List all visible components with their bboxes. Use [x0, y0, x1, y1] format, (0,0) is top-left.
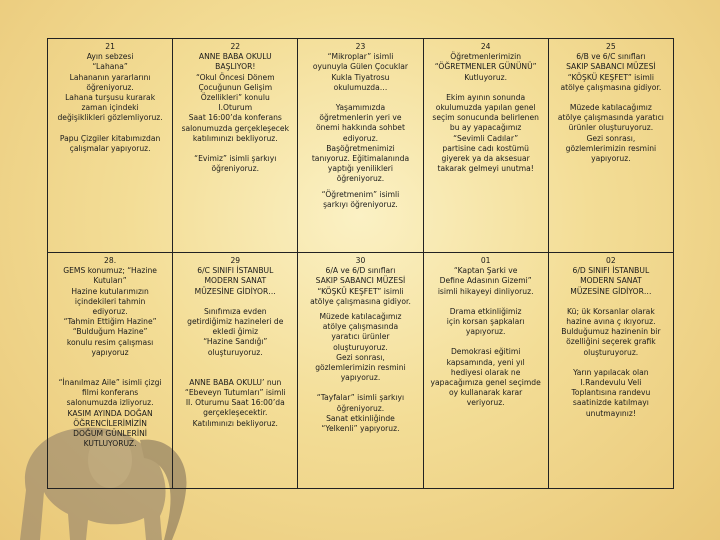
- text-line: “Ebeveyn Tutumları” isimli: [184, 388, 286, 398]
- text-line: Ayın sebzesi: [86, 52, 134, 62]
- text-line: “İnanılmaz Aile” isimli çizgi: [58, 378, 162, 388]
- text-line: “Tayfalar” isimli şarkıyı: [316, 393, 405, 403]
- text-line: “Yelkenli” yapıyoruz.: [321, 424, 400, 434]
- day-cell-22: [173, 39, 298, 253]
- text-line: “KÖŞKÜ KEŞFET” isimli: [317, 286, 404, 296]
- text-line: Başöğretmenimizi: [326, 143, 395, 153]
- text-line: özelliğini seçerek grafik: [566, 337, 656, 347]
- text-line: çalışmalar yapıyoruz.: [69, 143, 151, 153]
- text-line: şarkıyı öğreniyoruz.: [323, 199, 398, 209]
- text-line: Lahana turşusu kurarak: [65, 93, 156, 103]
- text-line: KASIM AYINDA DOĞAN: [67, 408, 153, 418]
- text-line: tanıyoruz. Eğitimalanında: [311, 154, 410, 164]
- text-line: “Mikroplar” isimli: [327, 52, 394, 62]
- text-line: MODERN SANAT: [204, 276, 267, 286]
- text-line: “Kaptan Şarki ve: [453, 266, 518, 276]
- day-cell-23: [298, 39, 423, 253]
- text-line: Papu Çizgiler kitabımızdan: [59, 133, 161, 143]
- text-line: konulu resim çalışması: [66, 337, 154, 347]
- text-line: DOĞUM GÜNLERİNİ: [73, 429, 147, 439]
- text-line: ekledi ğimiz: [212, 327, 259, 337]
- day-number: 24: [480, 42, 491, 51]
- day-number: 30: [355, 256, 366, 265]
- text-line: yapacağımıza genel seçimde: [430, 378, 541, 388]
- text-line: Kü; ük Korsanlar olarak: [567, 306, 655, 316]
- text-line: katılımınızı bekliyoruz.: [192, 133, 278, 143]
- text-line: Saat 16:00’da konferans: [188, 113, 282, 123]
- text-line: 6/D SINIFI İSTANBUL: [572, 266, 650, 276]
- text-line: ediyoruz.: [342, 133, 378, 143]
- weekly-calendar-table: [47, 38, 674, 489]
- text-line: “Hazine Sandığı”: [203, 337, 268, 347]
- text-line: Kukla Tiyatrosu: [331, 72, 390, 82]
- text-line: içindekileri tahmin: [74, 296, 146, 306]
- text-line: Yarın yapılacak olan: [573, 367, 649, 377]
- text-line: öğreniyoruz.: [336, 403, 385, 413]
- text-line: ÖĞRENCİLERİMİZİN: [73, 418, 147, 428]
- text-line: “Evimiz” isimli şarkıyı: [194, 154, 277, 164]
- text-line: takarak gelmeyi unutma!: [437, 164, 534, 174]
- text-line: MÜZESİNE GİDİYOR…: [194, 286, 276, 296]
- text-line: oluşturuyoruz.: [583, 347, 639, 357]
- text-line: “ÖĞRETMENLER GÜNÜNÜ”: [434, 62, 537, 72]
- text-line: MODERN SANAT: [580, 276, 642, 286]
- text-line: okulumuzda…: [333, 82, 388, 92]
- text-line: yapıyoruz.: [591, 154, 631, 164]
- day-number: 21: [105, 42, 115, 51]
- text-line: salonumuzda izliyoruz.: [66, 398, 154, 408]
- text-line: Define Adasının Gizemi”: [439, 276, 532, 286]
- text-line: ANNE BABA OKULU’ nun: [189, 377, 282, 387]
- text-line: yapıyoruz.: [465, 327, 506, 337]
- text-line: Bulduğumuz hazinenin bir: [561, 327, 661, 337]
- text-line: öğreniyoruz.: [336, 174, 385, 184]
- text-line: yaratıcı ürünler: [331, 332, 390, 342]
- text-line: Öğretmenlerimizin: [450, 52, 522, 62]
- day-cell-29: [173, 253, 298, 489]
- text-line: SAKIP SABANCI MÜZESİ: [566, 62, 656, 72]
- text-line: hediyesi olarak ne: [450, 367, 521, 377]
- text-line: seçim sonucunda belirlenen: [432, 113, 539, 123]
- text-line: Çocuğunun Gelişim: [198, 82, 273, 92]
- text-line: atölye çalışmasına gidiyor.: [310, 296, 411, 306]
- text-line: partisine cadı kostümü: [442, 143, 529, 153]
- text-line: GEMS konumuz; “Hazine: [63, 266, 157, 276]
- text-line: “Öğretmenim” isimli: [321, 189, 400, 199]
- day-cell-01: [423, 253, 548, 489]
- text-line: Müzede katılacağımız: [319, 312, 402, 322]
- text-line: zaman içindeki: [81, 103, 139, 113]
- text-line: Katılımınızı bekliyoruz.: [192, 418, 278, 428]
- text-line: değişiklikleri gözlemliyoruz.: [57, 113, 163, 123]
- text-line: oluşturuyoruz.: [333, 342, 388, 352]
- text-line: atölye çalışmasında: [322, 322, 399, 332]
- text-line: Gezi sonrası,: [586, 133, 636, 143]
- text-line: KUTLUYORUZ.: [83, 439, 137, 449]
- text-line: yapıyoruz.: [340, 373, 381, 383]
- text-line: Sanat etkinliğinde: [326, 413, 395, 423]
- text-line: isimli hikayeyi dinliyoruz.: [437, 286, 534, 296]
- text-line: “Okul Öncesi Dönem: [195, 72, 275, 82]
- text-line: Lahananın yararlarını: [69, 72, 151, 82]
- text-line: için korsan şapkaları: [446, 317, 525, 327]
- text-line: gözlemlerimizin resmini: [565, 143, 657, 153]
- text-line: kapsamında, yeni yıl: [446, 357, 525, 367]
- text-line: Toplantısına randevu: [571, 388, 651, 398]
- text-line: Yaşamımızda: [335, 103, 386, 113]
- text-line: hazine avına ç ıkıyoruz.: [566, 317, 656, 327]
- text-line: “Bulduğum Hazine”: [72, 327, 148, 337]
- text-line: I.Randevulu Veli: [580, 378, 642, 388]
- text-line: I.Oturum: [218, 103, 253, 113]
- text-line: “Sevimli Cadılar”: [453, 133, 519, 143]
- text-line: SAKIP SABANCI MÜZESİ: [315, 276, 406, 286]
- text-line: Özellikleri” konulu: [200, 93, 270, 103]
- text-line: Kutuları”: [93, 276, 127, 286]
- text-line: veriyoruz.: [466, 398, 505, 408]
- text-line: bu ay yapacağımız: [449, 123, 522, 133]
- text-line: ürünler oluşturuyoruz.: [568, 123, 654, 133]
- day-number: 23: [355, 42, 366, 51]
- text-line: MÜZESİNE GİDİYOR…: [570, 286, 652, 296]
- text-line: saatinizde katılmayı: [572, 398, 649, 408]
- text-line: II. Oturumu Saat 16:00’da: [185, 398, 285, 408]
- day-number: 22: [230, 42, 241, 51]
- text-line: “Lahana”: [92, 62, 128, 72]
- text-line: öğreniyoruz.: [86, 82, 134, 92]
- text-line: filmi konferans: [81, 388, 139, 398]
- day-cell-25: [548, 39, 673, 253]
- text-line: Sınıfımıza evden: [203, 306, 267, 316]
- text-line: atölye çalışmasına gidiyor.: [560, 82, 662, 92]
- text-line: giyerek ya da aksesuar: [441, 154, 530, 164]
- text-line: gerçekleşecektir.: [203, 408, 268, 418]
- text-line: Gezi sonrası,: [336, 352, 385, 362]
- text-line: oyunuyla Gülen Çocuklar: [312, 62, 409, 72]
- week-row-1: [48, 39, 674, 253]
- text-line: salonumuzda gerçekleşecek: [181, 123, 289, 133]
- text-line: Kutluyoruz.: [464, 72, 508, 82]
- text-line: oluşturuyoruz.: [207, 347, 263, 357]
- text-line: 6/B ve 6/C sınıfları: [576, 52, 646, 62]
- week-row-2: [48, 253, 674, 489]
- day-cell-30: [298, 253, 423, 489]
- text-line: yapıyoruz: [91, 347, 129, 357]
- day-cell-02: [548, 253, 673, 489]
- day-cell-24: [423, 39, 548, 253]
- text-line: atölye çalışmasında yaratıcı: [557, 113, 664, 123]
- text-line: unutmayınız!: [585, 408, 636, 418]
- day-number: 28.: [104, 256, 117, 265]
- text-line: ANNE BABA OKULU: [198, 52, 272, 62]
- text-line: öğretmenlerin yeri ve: [319, 113, 402, 123]
- text-line: Drama etkinliğimiz: [449, 306, 522, 316]
- text-line: Hazine kutularımızın: [71, 286, 149, 296]
- text-line: Ekim ayının sonunda: [446, 92, 526, 102]
- text-line: 6/A ve 6/D sınıfları: [325, 266, 396, 276]
- text-line: yaptığı yenilikleri: [327, 164, 394, 174]
- text-line: “KÖŞKÜ KEŞFET” isimli: [567, 72, 654, 82]
- text-line: BAŞLIYOR!: [215, 62, 256, 72]
- text-line: gözlemlerimizin resmini: [315, 363, 406, 373]
- text-line: önemi hakkında sohbet: [315, 123, 405, 133]
- text-line: öğreniyoruz.: [211, 164, 260, 174]
- text-line: Müzede katılacağımız: [569, 103, 652, 113]
- text-line: ediyoruz.: [92, 307, 128, 317]
- day-number: 25: [606, 42, 616, 51]
- text-line: getirdiğimiz hazineleri de: [187, 317, 284, 327]
- text-line: oy kullanarak karar: [449, 388, 523, 398]
- day-number: 02: [606, 256, 616, 265]
- day-cell-21: [48, 39, 173, 253]
- text-line: “Tahmin Ettiğim Hazine”: [63, 317, 157, 327]
- day-number: 29: [230, 256, 241, 265]
- text-line: Demokrasi eğitimi: [450, 347, 521, 357]
- day-number: 01: [480, 256, 491, 265]
- day-cell-28: [48, 253, 173, 489]
- text-line: okulumuzda yapılan genel: [435, 103, 536, 113]
- text-line: 6/C SINIFI İSTANBUL: [197, 266, 274, 276]
